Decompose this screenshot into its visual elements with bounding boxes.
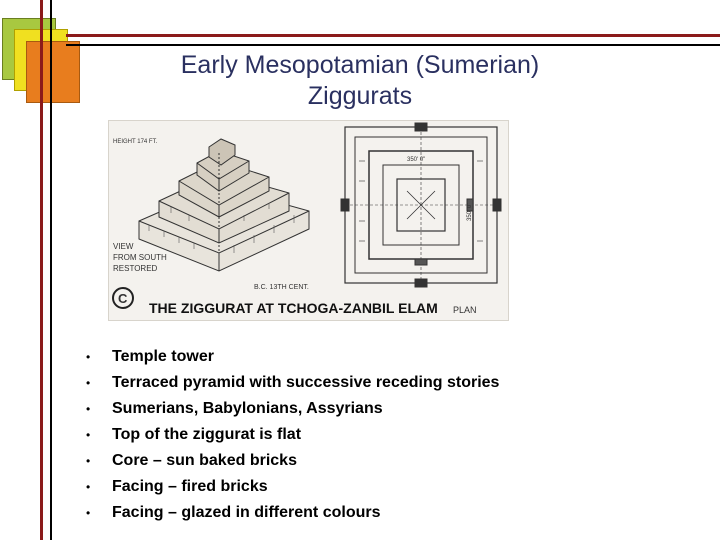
horizontal-line-dark-red <box>66 34 720 37</box>
copyright-symbol: C <box>118 291 128 306</box>
figure-dimension-top: 350' 0" <box>407 157 426 163</box>
vertical-line-black <box>50 0 52 540</box>
figure-caption: THE ZIGGURAT AT TCHOGA-ZANBIL ELAM <box>149 300 438 316</box>
bullet-text: Facing – glazed in different colours <box>112 504 381 521</box>
vertical-line-dark-red <box>40 0 43 540</box>
figure-date-label: B.C. 13TH CENT. <box>254 284 309 291</box>
figure-height-label: HEIGHT 174 FT. <box>113 139 158 145</box>
bullet-text: Terraced pyramid with successive receding stories <box>112 374 500 391</box>
figure-view-label-2: FROM SOUTH <box>113 253 167 262</box>
ziggurat-illustration <box>108 120 509 321</box>
bullet-dot: • <box>86 480 91 494</box>
slide-title <box>110 50 610 112</box>
bullet-item <box>82 422 499 448</box>
bullet-list <box>82 344 499 526</box>
slide-title-line-1: Early Mesopotamian (Sumerian) <box>180 51 540 79</box>
figure-plan-label: PLAN <box>453 305 477 315</box>
bullet-dot: • <box>86 350 91 364</box>
horizontal-line-black <box>66 44 720 46</box>
bullet-item <box>82 500 499 526</box>
figure-dimension-side: 350' 0" <box>467 202 473 221</box>
bullet-dot: • <box>86 402 91 416</box>
bullet-dot: • <box>86 428 91 442</box>
ziggurat-elevation-drawing <box>139 139 309 271</box>
bullet-text: Facing – fired bricks <box>112 478 268 495</box>
bullet-item <box>82 396 499 422</box>
bullet-item <box>82 344 499 370</box>
ziggurat-drawing <box>109 121 509 321</box>
bullet-dot: • <box>86 506 91 520</box>
bullet-item <box>82 448 499 474</box>
bullet-dot: • <box>86 376 91 390</box>
bullet-item <box>82 370 499 396</box>
figure-view-label-3: RESTORED <box>113 264 158 273</box>
bullet-text: Top of the ziggurat is flat <box>112 426 302 443</box>
figure-view-label-1: VIEW <box>113 242 134 251</box>
ziggurat-plan-drawing <box>341 123 501 287</box>
bullet-text: Temple tower <box>112 348 214 365</box>
bullet-text: Sumerians, Babylonians, Assyrians <box>112 400 383 417</box>
bullet-text: Core – sun baked bricks <box>112 452 297 469</box>
deco-square-orange <box>26 41 80 103</box>
bullet-item <box>82 474 499 500</box>
slide-title-line-2: Ziggurats <box>307 82 413 110</box>
bullet-dot: • <box>86 454 91 468</box>
